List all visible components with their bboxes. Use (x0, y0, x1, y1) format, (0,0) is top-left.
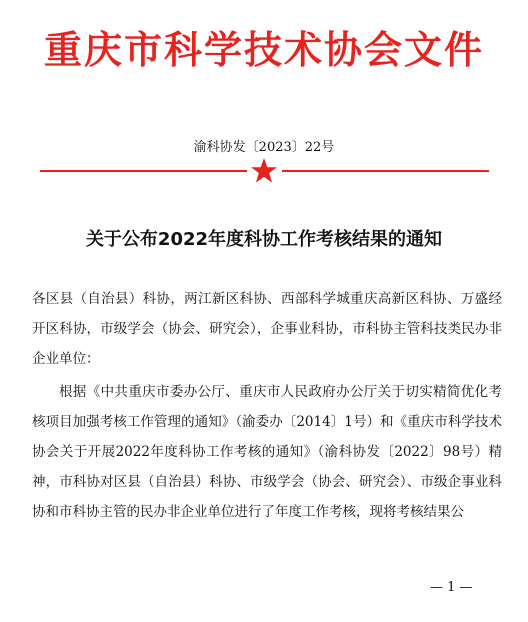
addressee-paragraph: 各区县（自治县）科协，两江新区科协、西部科学城重庆高新区科协、万盛经开区科协，市级学会（协会、研究会），企事业科协，市科协主管科技类民办非企业单位： (32, 291, 502, 367)
red-divider-right (282, 170, 489, 172)
five-point-star-icon (250, 157, 278, 185)
document-number: 渝科协发〔2023〕22号 (193, 140, 335, 155)
red-divider-left (40, 170, 247, 172)
body-paragraph-1: 根据《中共重庆市委办公厅、重庆市人民政府办公厅关于切实精简优化考核项目加强考核工作管理的通知》（渝委办〔2014〕1号）和《重庆市科学技术协会关于开展2022年度科协工作考核的通知》（渝科协发〔2022〕98号）精神，市科协对区县（自治县）科协、市级学会（协会、研究会）、市级企事业科协和市科协主管的民办非企业单位进行了年度工作考核，现将考核结果公 (32, 384, 502, 520)
document-masthead: 重庆市科学技术协会文件 (43, 28, 484, 72)
page-number: — 1 — (430, 580, 473, 595)
notice-title: 关于公布2022年度科协工作考核结果的通知 (85, 229, 443, 250)
